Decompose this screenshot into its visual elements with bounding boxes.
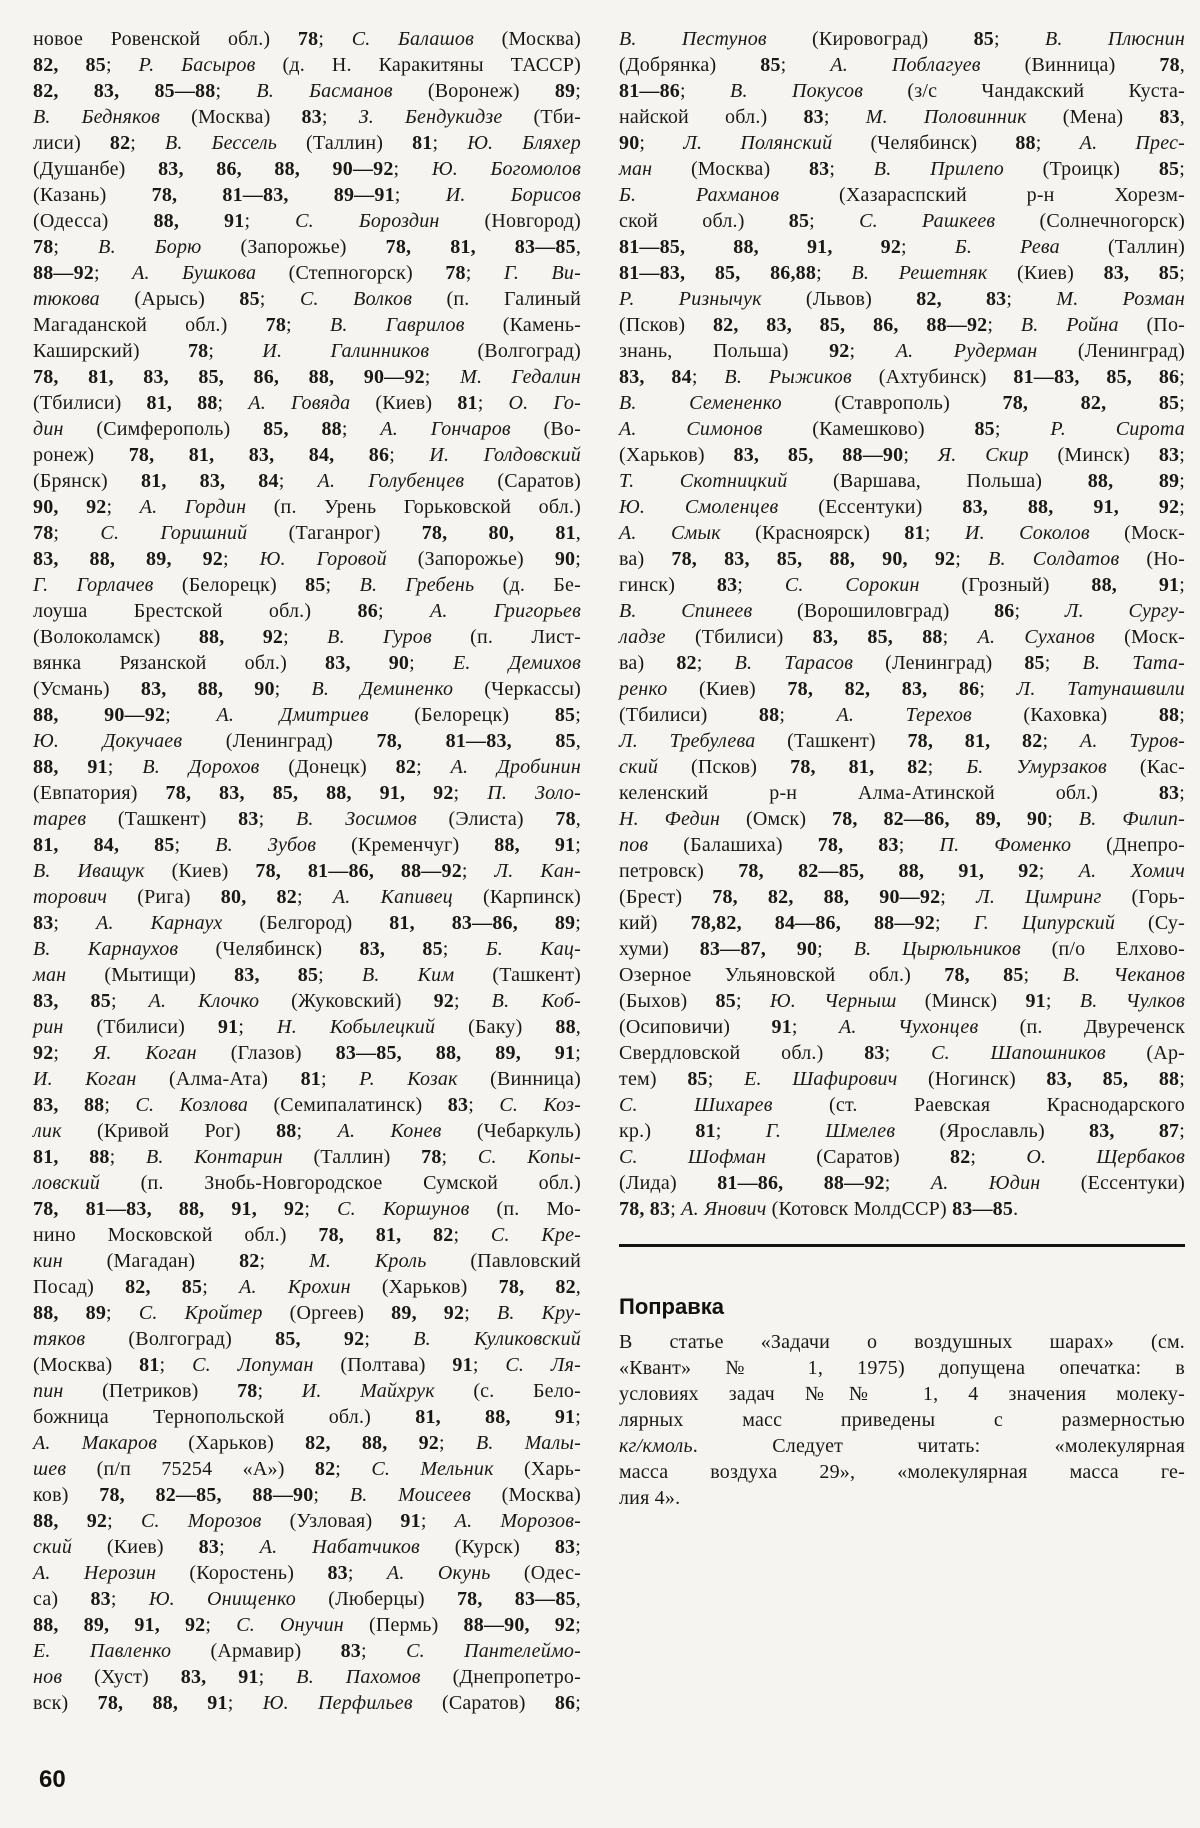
text-line: лярных масс приведены с размерностью <box>619 1409 1185 1431</box>
text-line: ва) 78, 83, 85, 88, 90, 92; В. Солдатов (Но- <box>619 548 1185 570</box>
text-line: И. Коган (Алма-Ата) 81; Р. Козак (Винница) <box>33 1068 581 1090</box>
text-line: 81, 88; В. Контарин (Таллин) 78; С. Копы- <box>33 1146 581 1168</box>
text-line: лоуша Брестской обл.) 86; А. Григорьев <box>33 600 581 622</box>
text-line: В. Пестунов (Кировоград) 85; В. Плюснин <box>619 28 1185 50</box>
text-line: С. Шихарев (ст. Раевская Краснодарского <box>619 1094 1186 1116</box>
text-line: 78, 81—83, 88, 91, 92; С. Коршунов (п. Мо- <box>33 1198 581 1220</box>
text-line: тем) 85; Е. Шафирович (Ногинск) 83, 85, 88; <box>619 1068 1185 1090</box>
text-line: В. Бедняков (Москва) 83; З. Бендукидзе (Тби- <box>33 106 581 128</box>
text-line: Н. Федин (Омск) 78, 82—86, 89, 90; В. Филип- <box>619 808 1185 830</box>
text-line: 88, 90—92; А. Дмитриев (Белорецк) 85; <box>33 704 581 726</box>
text-line: рин (Тбилиси) 91; Н. Кобылецкий (Баку) 88, <box>33 1016 581 1038</box>
text-line: (Тбилиси) 88; А. Терехов (Каховка) 88; <box>619 704 1185 726</box>
text-line: (Душанбе) 83, 86, 88, 90—92; Ю. Богомолов <box>33 158 582 180</box>
text-line: нино Московской обл.) 78, 81, 82; С. Кре- <box>33 1224 582 1246</box>
text-line: божница Тернопольской обл.) 81, 88, 91; <box>33 1406 582 1428</box>
text-line: Р. Ризнычук (Львов) 82, 83; М. Розман <box>619 288 1186 310</box>
text-line: келенский р-н Алма-Атинской обл.) 83; <box>619 782 1185 804</box>
text-line: (Усмань) 83, 88, 90; В. Деминенко (Черкассы) <box>33 678 581 700</box>
text-line: Посад) 82, 85; А. Крохин (Харьков) 78, 82, <box>33 1276 581 1298</box>
text-line: ва) 82; В. Тарасов (Ленинград) 85; В. Тата- <box>619 652 1185 674</box>
text-line: шев (п/п 75254 «А») 82; С. Мельник (Харь- <box>33 1458 581 1480</box>
text-line: 88, 92; С. Морозов (Узловая) 91; А. Морозов- <box>33 1510 581 1532</box>
text-line: кр.) 81; Г. Шмелев (Ярославль) 83, 87; <box>619 1120 1186 1142</box>
text-line: С. Шофман (Саратов) 82; О. Щербаков <box>619 1146 1185 1168</box>
text-line: новое Ровенской обл.) 78; С. Балашов (Москва) <box>33 28 581 50</box>
text-line: (Харьков) 83, 85, 88—90; Я. Скир (Минск) 83; <box>619 444 1185 466</box>
text-line: (Одесса) 88, 91; С. Бороздин (Новгород) <box>33 210 582 232</box>
text-line: 81—83, 85, 86,88; В. Решетняк (Киев) 83, 85; <box>619 262 1185 284</box>
text-line: (Псков) 82, 83, 85, 86, 88—92; В. Ройна (По- <box>619 314 1186 336</box>
left-text-column <box>33 26 581 1716</box>
text-line: ман (Москва) 83; В. Прилепо (Троицк) 85; <box>619 158 1185 180</box>
text-line: 90, 92; А. Гордин (п. Урень Горьковской обл.) <box>33 496 582 518</box>
text-line: (Волоколамск) 88, 92; В. Гуров (п. Лист- <box>33 626 581 648</box>
text-line: дин (Симферополь) 85, 88; А. Гончаров (Во- <box>33 418 581 440</box>
text-line: (Казань) 78, 81—83, 89—91; И. Борисов <box>33 184 581 206</box>
text-line: Л. Требулева (Ташкент) 78, 81, 82; А. Туров- <box>619 730 1186 752</box>
text-line: (Брест) 78, 82, 88, 90—92; Л. Цимринг (Горь- <box>619 886 1185 908</box>
text-line: ронеж) 78, 81, 83, 84, 86; И. Голдовский <box>33 444 581 466</box>
text-line: (Быхов) 85; Ю. Черныш (Минск) 91; В. Чулков <box>619 990 1185 1012</box>
text-line: лия 4». <box>619 1487 681 1509</box>
text-line: А. Симонов (Камешково) 85; Р. Сирота <box>619 418 1185 440</box>
text-line: А. Макаров (Харьков) 82, 88, 92; В. Малы- <box>33 1432 582 1454</box>
text-line: хуми) 83—87, 90; В. Цырюльников (п/о Елхово- <box>619 938 1185 960</box>
correction-body <box>619 1329 1185 1511</box>
text-line: Каширский) 78; И. Галинников (Волгоград) <box>33 340 581 362</box>
text-line: пин (Петриков) 78; И. Майхрук (с. Бело- <box>33 1380 581 1402</box>
text-line: Свердловской обл.) 83; С. Шапошников (Ар- <box>619 1042 1185 1064</box>
text-line: петровск) 78, 82—85, 88, 91, 92; А. Хомич <box>619 860 1185 882</box>
text-line: (Брянск) 81, 83, 84; А. Голубенцев (Саратов) <box>33 470 581 492</box>
text-line: ладзе (Тбилиси) 83, 85, 88; А. Суханов (Моск- <box>619 626 1186 648</box>
text-line: Б. Рахманов (Хазараспский р-н Хорезм- <box>619 184 1185 206</box>
text-line: знань, Польша) 92; А. Рудерман (Ленинград) <box>619 340 1186 362</box>
text-line: 78, 81, 83, 85, 86, 88, 90—92; М. Гедалин <box>33 366 581 388</box>
text-line: В. Карнаухов (Челябинск) 83, 85; Б. Кац- <box>33 938 581 960</box>
right-text-column <box>619 26 1185 1222</box>
text-line: (Осиповичи) 91; А. Чухонцев (п. Двуреченск <box>619 1016 1185 1038</box>
text-line: 88, 89, 91, 92; С. Онучин (Пермь) 88—90, 92; <box>33 1614 581 1636</box>
text-line: ский (Псков) 78, 81, 82; Б. Умурзаков (Кас- <box>619 756 1185 778</box>
text-line: условиях задач №№ 1, 4 значения молеку- <box>619 1383 1185 1405</box>
text-line: Ю. Смоленцев (Ессентуки) 83, 88, 91, 92; <box>619 496 1185 518</box>
text-line: Г. Горлачев (Белорецк) 85; В. Гребень (д. Бе- <box>33 574 581 596</box>
text-line: тюкова (Арысь) 85; С. Волков (п. Галиный <box>33 288 581 310</box>
text-line: 83; А. Карнаух (Белгород) 81, 83—86, 89; <box>33 912 581 934</box>
text-line: В. Семененко (Ставрополь) 78, 82, 85; <box>619 392 1185 414</box>
text-line: 83, 85; А. Клочко (Жуковский) 92; В. Коб- <box>33 990 581 1012</box>
text-line: ренко (Киев) 78, 82, 83, 86; Л. Татунашвили <box>619 678 1185 700</box>
text-line: вянка Рязанской обл.) 83, 90; Е. Демихов <box>33 652 581 674</box>
text-line: «Квант» № 1, 1975) допущена опечатка: в <box>619 1357 1185 1379</box>
text-line: тяков (Волгоград) 85, 92; В. Куликовский <box>33 1328 581 1350</box>
text-line: (Москва) 81; С. Лопуман (Полтава) 91; С. Ля- <box>33 1354 581 1376</box>
text-line: 88, 91; В. Дорохов (Донецк) 82; А. Дробинин <box>33 756 581 778</box>
text-line: нов (Хуст) 83, 91; В. Пахомов (Днепропетро- <box>33 1666 581 1688</box>
text-line: кий) 78,82, 84—86, 88—92; Г. Ципурский (Су- <box>619 912 1185 934</box>
text-line: кг/кмоль. Следует читать: «молекулярная <box>619 1435 1185 1457</box>
correction-heading: Поправка <box>619 1294 724 1319</box>
correction-section <box>619 1244 1185 1511</box>
text-line: В. Спинеев (Ворошиловград) 86; Л. Сургу- <box>619 600 1185 622</box>
text-line: 88, 89; С. Кройтер (Оргеев) 89, 92; В. Кру- <box>33 1302 581 1324</box>
text-line: 92; Я. Коган (Глазов) 83—85, 88, 89, 91; <box>33 1042 581 1064</box>
text-line: 81—86; В. Покусов (з/с Чандакский Куста- <box>619 80 1185 102</box>
text-line: Ю. Докучаев (Ленинград) 78, 81—83, 85, <box>33 730 581 752</box>
text-line: (Лида) 81—86, 88—92; А. Юдин (Ессентуки) <box>619 1172 1185 1194</box>
text-line: 81—85, 88, 91, 92; Б. Рева (Таллин) <box>619 236 1186 258</box>
text-line: вск) 78, 88, 91; Ю. Перфильев (Саратов) 86; <box>33 1692 581 1714</box>
text-line: ков) 78, 82—85, 88—90; В. Моисеев (Москва) <box>33 1484 581 1506</box>
text-line: Е. Павленко (Армавир) 83; С. Пантелеймо- <box>33 1640 581 1662</box>
text-line: В статье «Задачи о воздушных шарах» (см. <box>619 1331 1185 1353</box>
text-line: са) 83; Ю. Онищенко (Люберцы) 78, 83—85, <box>33 1588 581 1610</box>
text-line: Магаданской обл.) 78; В. Гаврилов (Камень- <box>33 314 581 336</box>
text-line: (Добрянка) 85; А. Поблагуев (Винница) 78, <box>619 54 1185 76</box>
text-line: кин (Магадан) 82; М. Кроль (Павловский <box>33 1250 581 1272</box>
text-line: 83, 84; В. Рыжиков (Ахтубинск) 81—83, 85, 86; <box>619 366 1185 388</box>
text-line: ской обл.) 85; С. Рашкеев (Солнечногорск) <box>619 210 1185 232</box>
text-line: масса воздуха 29», «молекулярная масса ге- <box>619 1461 1185 1483</box>
text-line: Т. Скотницкий (Варшава, Польша) 88, 89; <box>619 470 1185 492</box>
text-line: найской обл.) 83; М. Половинник (Мена) 83, <box>619 106 1185 128</box>
text-line: 83, 88; С. Козлова (Семипалатинск) 83; С. Коз- <box>33 1094 581 1116</box>
text-line: 81, 84, 85; В. Зубов (Кременчуг) 88, 91; <box>33 834 582 856</box>
text-line: ский (Киев) 83; А. Набатчиков (Курск) 83; <box>33 1536 581 1558</box>
text-line: 82, 83, 85—88; В. Басманов (Воронеж) 89; <box>33 80 582 102</box>
page-number: 60 <box>39 1766 66 1793</box>
text-line: лик (Кривой Рог) 88; А. Конев (Чебаркуль) <box>33 1120 581 1142</box>
text-line: Озерное Ульяновской обл.) 78, 85; В. Чеканов <box>619 964 1185 986</box>
section-divider-rule <box>619 1244 1185 1247</box>
text-line: ловский (п. Знобь-Новгородское Сумской обл.) <box>33 1172 581 1194</box>
text-line: пов (Балашиха) 78, 83; П. Фоменко (Днепро- <box>619 834 1186 856</box>
text-line: 78, 83; А. Янович (Котовск МолдССР) 83—85. <box>619 1198 1019 1220</box>
text-line: (Тбилиси) 81, 88; А. Говяда (Киев) 81; О. Го- <box>33 392 581 414</box>
text-line: (Евпатория) 78, 83, 85, 88, 91, 92; П. Золо- <box>33 782 581 804</box>
text-line: лиси) 82; В. Бессель (Таллин) 81; Ю. Бляхер <box>33 132 581 154</box>
text-line: А. Нерозин (Коростень) 83; А. Окунь (Одес- <box>33 1562 582 1584</box>
text-line: 90; Л. Полянский (Челябинск) 88; А. Прес- <box>619 132 1186 154</box>
text-line: А. Смык (Красноярск) 81; И. Соколов (Моск- <box>619 522 1185 544</box>
text-line: 82, 85; Р. Басыров (д. Н. Каракитяны ТАССР) <box>33 54 581 76</box>
text-line: ман (Мытищи) 83, 85; В. Ким (Ташкент) <box>33 964 582 986</box>
text-line: 83, 88, 89, 92; Ю. Горовой (Запорожье) 90; <box>33 548 582 570</box>
text-line: 78; В. Борю (Запорожье) 78, 81, 83—85, <box>33 236 582 258</box>
text-line: 78; С. Горишний (Таганрог) 78, 80, 81, <box>33 522 581 544</box>
text-line: тарев (Ташкент) 83; В. Зосимов (Элиста) 78, <box>33 808 581 830</box>
text-line: В. Иващук (Киев) 78, 81—86, 88—92; Л. Кан- <box>33 860 582 882</box>
text-line: торович (Рига) 80, 82; А. Капивец (Карпинск) <box>33 886 581 908</box>
text-line: 88—92; А. Бушкова (Степногорск) 78; Г. Ви- <box>33 262 581 284</box>
text-line: гинск) 83; С. Сорокин (Грозный) 88, 91; <box>619 574 1185 596</box>
